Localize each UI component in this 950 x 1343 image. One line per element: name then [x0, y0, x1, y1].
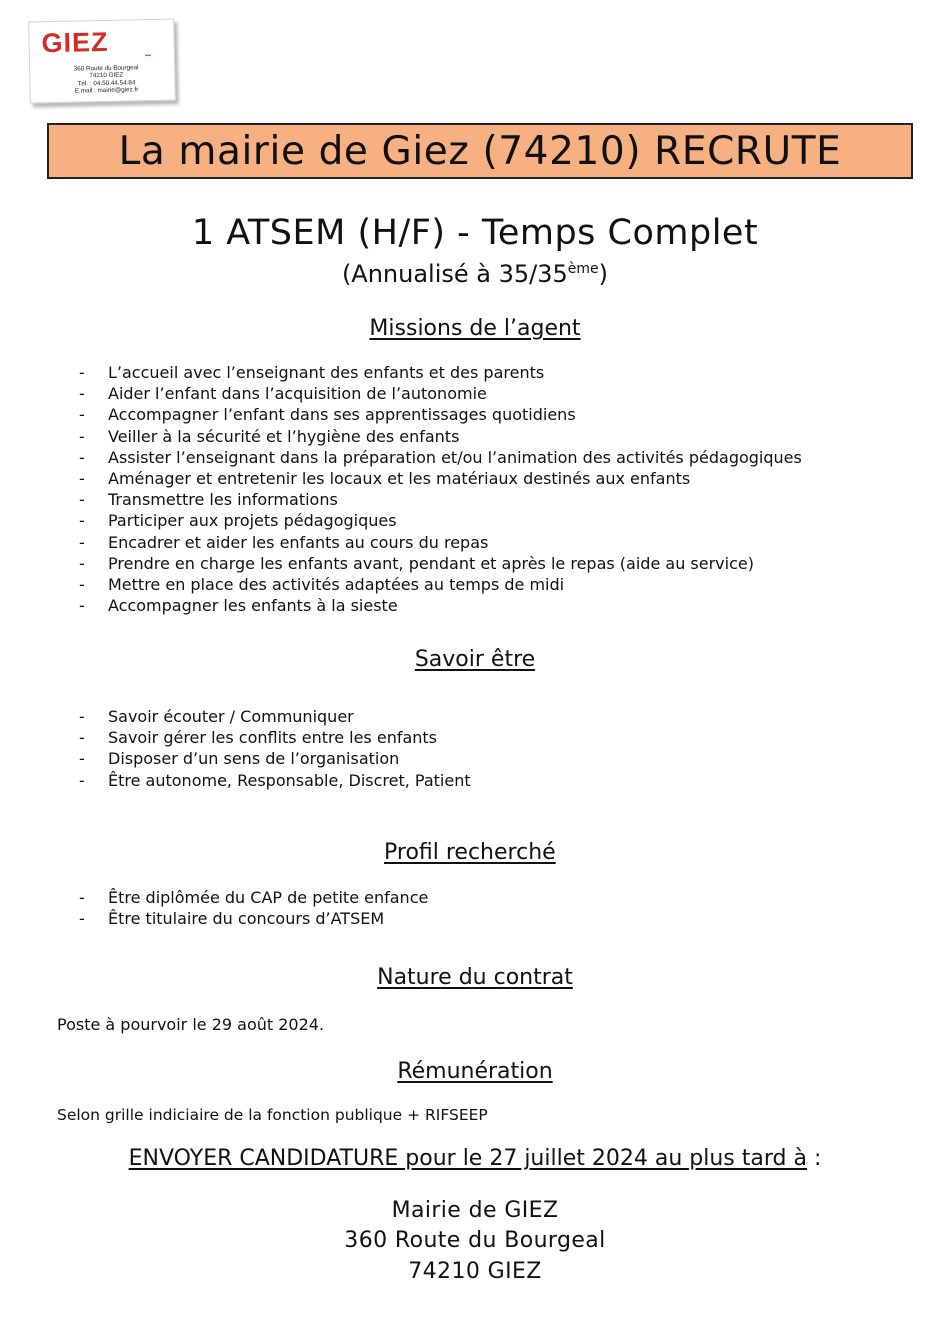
list-item-text: L’accueil avec l’enseignant des enfants et des parents: [108, 363, 545, 382]
list-item: - Aménager et entretenir les locaux et les matériaux destinés aux enfants: [79, 468, 691, 488]
list-item-text: Être titulaire du concours d’ATSEM: [108, 909, 385, 929]
list-item: - Accompagner l’enfant dans ses apprentissages quotidiens: [79, 405, 576, 425]
list-item-text: Transmettre les informations: [108, 490, 338, 510]
list-item: - Savoir gérer les conflits entre les enfants: [79, 728, 438, 748]
logo-line: 360 Route du Bourgeal: [73, 64, 139, 73]
savoir-etre-heading: Savoir être: [414, 647, 536, 672]
list-item: - Aider l’enfant dans l’acquisition de l’autonomie: [79, 384, 487, 404]
missions-list: [79, 362, 802, 616]
contrat-heading: Nature du contrat: [377, 965, 573, 990]
list-item-text: Assister l’enseignant dans la préparation et/ou l’animation des activités pédagogiques: [108, 447, 802, 467]
address-line-name: Mairie de GIEZ: [391, 1198, 559, 1223]
address-line-city: 74210 GIEZ: [408, 1259, 542, 1284]
job-subtitle-text: (Annualisé à 35/35: [341, 260, 568, 288]
job-subtitle-superscript: ème: [567, 261, 599, 277]
list-item: - L’accueil avec l’enseignant des enfants et des parents: [79, 363, 545, 382]
list-item-text: Participer aux projets pédagogiques: [108, 511, 397, 531]
missions-heading: Missions de l’agent: [369, 316, 581, 341]
job-subtitle-close: ): [598, 260, 609, 288]
list-item-text: Prendre en charge les enfants avant, pendant et après le repas (aide au service): [108, 553, 754, 573]
logo-dots: ...: [144, 47, 151, 60]
list-item: - Disposer d’un sens de l’organisation: [79, 749, 400, 769]
remuneration-heading: Rémunération: [397, 1059, 553, 1084]
list-item: - Assister l’enseignant dans la préparation et/ou l’animation des activités pédagogiques: [79, 447, 802, 467]
list-item: - Participer aux projets pédagogiques: [79, 511, 397, 531]
application-deadline-text: ENVOYER CANDIDATURE pour le 27 juillet 2024 au plus tard à: [128, 1146, 807, 1171]
list-item-text: Être diplômée du CAP de petite enfance: [108, 888, 429, 907]
list-item-text: Encadrer et aider les enfants au cours du repas: [108, 532, 489, 552]
remuneration-text: Selon grille indiciaire de la fonction publique + RIFSEEP: [57, 1106, 488, 1124]
list-item: - Être autonome, Responsable, Discret, Patient: [79, 770, 471, 790]
list-item-text: Savoir écouter / Communiquer: [108, 707, 354, 726]
list-item: - Être titulaire du concours d’ATSEM: [79, 909, 385, 929]
address-line-street: 360 Route du Bourgeal: [344, 1228, 606, 1253]
logo-contact-info: [44, 64, 169, 96]
list-item-text: Veiller à la sécurité et l’hygiène des enfants: [108, 426, 460, 446]
list-item-text: Aider l’enfant dans l’acquisition de l’autonomie: [108, 384, 487, 404]
list-item: - Mettre en place des activités adaptées au temps de midi: [79, 574, 565, 594]
list-item: - Veiller à la sécurité et l’hygiène des enfants: [79, 426, 460, 446]
banner-title: La mairie de Giez (74210) RECRUTE: [118, 128, 842, 174]
list-item: - Prendre en charge les enfants avant, pendant et après le repas (aide au service): [79, 553, 754, 573]
list-item-text: Savoir gérer les conflits entre les enfants: [108, 728, 438, 748]
list-item: - Transmettre les informations: [79, 490, 338, 510]
logo-line: 74210 GIEZ: [89, 71, 124, 80]
list-item: - Être diplômée du CAP de petite enfance: [79, 888, 429, 907]
job-subtitle: [0, 260, 950, 288]
list-item-text: Être autonome, Responsable, Discret, Patient: [108, 770, 471, 790]
list-item: - Accompagner les enfants à la sieste: [79, 596, 398, 616]
list-item-text: Disposer d’un sens de l’organisation: [108, 749, 400, 769]
savoir-etre-list: [79, 706, 471, 791]
logo-wordmark: GIEZ: [41, 26, 109, 59]
job-title: 1 ATSEM (H/F) - Temps Complet: [191, 213, 759, 253]
list-item-text: Accompagner l’enfant dans ses apprentissages quotidiens: [108, 405, 576, 425]
list-item-text: Mettre en place des activités adaptées au temps de midi: [108, 574, 565, 594]
application-deadline-colon: :: [806, 1146, 822, 1171]
profil-heading: Profil recherché: [384, 840, 556, 865]
contrat-text: Poste à pourvoir le 29 août 2024.: [57, 1015, 325, 1034]
logo-line: Tél. : 04.50.44.54.84: [77, 78, 136, 88]
list-item-text: Aménager et entretenir les locaux et les matériaux destinés aux enfants: [108, 468, 691, 488]
list-item-text: Accompagner les enfants à la sieste: [108, 596, 398, 616]
profil-list: [79, 887, 428, 929]
application-deadline: [0, 1146, 950, 1171]
logo-line: E.mail : mairie@giez.fr: [74, 86, 139, 95]
list-item: - Savoir écouter / Communiquer: [79, 707, 354, 726]
recruitment-banner: [47, 123, 913, 179]
mairie-logo: [28, 18, 176, 103]
list-item: - Encadrer et aider les enfants au cours du repas: [79, 532, 489, 552]
